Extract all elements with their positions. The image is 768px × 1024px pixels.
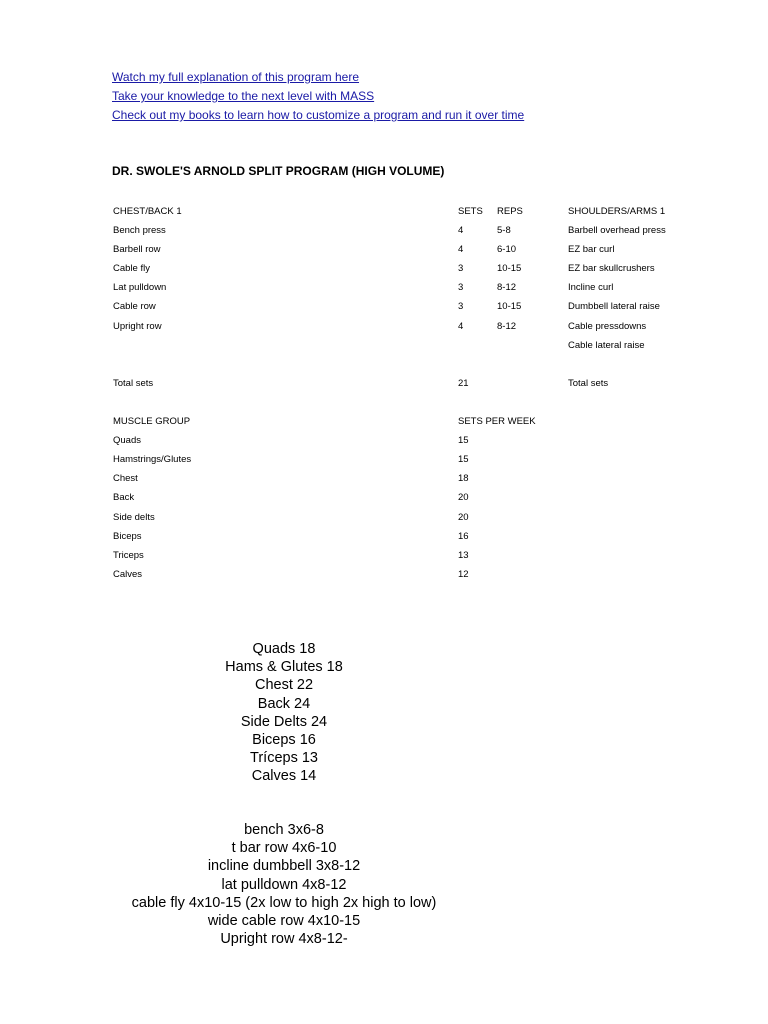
sets-per-week: 16 — [458, 531, 469, 542]
note-line: Side Delts 24 — [240, 713, 328, 730]
volume-header-row — [0, 412, 768, 431]
header-chest-back: CHEST/BACK 1 — [113, 206, 182, 217]
link-list — [112, 68, 524, 125]
table-row — [0, 278, 768, 297]
muscle-group: Calves — [113, 569, 143, 580]
sets-per-week: 18 — [458, 473, 469, 484]
exercise-reps: 6-10 — [497, 244, 517, 255]
exercise-sets: 4 — [458, 225, 464, 236]
volume-row — [0, 565, 768, 584]
table-header-row — [0, 202, 768, 221]
total-sets-label: Total sets — [113, 378, 154, 389]
arms-exercise-name: Dumbbell lateral raise — [568, 301, 660, 312]
muscle-group: Hamstrings/Glutes — [113, 454, 192, 465]
volume-row — [0, 450, 768, 469]
note-line: Upright row 4x8-12- — [220, 931, 348, 948]
sets-per-week: 15 — [458, 454, 469, 465]
arms-exercise-name: Cable pressdowns — [568, 321, 647, 332]
sets-per-week: 12 — [458, 569, 469, 580]
link-mass[interactable]: Take your knowledge to the next level with MASS — [112, 89, 375, 103]
arms-exercise-name: EZ bar curl — [568, 244, 615, 255]
muscle-group: Chest — [113, 473, 138, 484]
note-line: cable fly 4x10-15 (2x low to high 2x high to low) — [131, 894, 437, 911]
exercise-sets: 3 — [458, 301, 464, 312]
note-line: bench 3x6-8 — [244, 822, 324, 838]
note-line: Chest 22 — [254, 677, 314, 694]
page-title: DR. SWOLE'S ARNOLD SPLIT PROGRAM (HIGH VOLUME) — [112, 164, 445, 178]
total-row — [0, 374, 768, 393]
sets-per-week: 15 — [458, 435, 469, 446]
note-line: wide cable row 4x10-15 — [207, 913, 361, 930]
arms-exercise-name: Incline curl — [568, 282, 614, 293]
total-sets-value: 21 — [458, 378, 469, 389]
arms-exercise-name: EZ bar skullcrushers — [568, 263, 655, 274]
table-row — [0, 336, 768, 355]
exercise-name: Lat pulldown — [113, 282, 167, 293]
exercise-name: Cable fly — [113, 263, 150, 274]
volume-row — [0, 488, 768, 507]
note-line: t bar row 4x6-10 — [231, 840, 337, 857]
volume-row — [0, 546, 768, 565]
arms-exercise-name: Cable lateral raise — [568, 340, 645, 351]
link-program-explanation[interactable]: Watch my full explanation of this program here — [112, 70, 360, 84]
note-line: lat pulldown 4x8-12 — [221, 876, 347, 893]
muscle-group: Biceps — [113, 531, 142, 542]
link-books[interactable]: Check out my books to learn how to customize a program and run it over time — [112, 108, 525, 122]
exercise-sets: 4 — [458, 244, 464, 255]
header-reps: REPS — [497, 206, 523, 217]
header-sets-per-week: SETS PER WEEK — [458, 416, 536, 427]
muscle-group: Quads — [113, 435, 141, 446]
volume-row — [0, 527, 768, 546]
exercise-sets: 3 — [458, 282, 464, 293]
table-row — [0, 317, 768, 336]
header-muscle-group: MUSCLE GROUP — [113, 416, 191, 427]
exercise-name: Barbell row — [113, 244, 161, 255]
table-row — [0, 259, 768, 278]
exercise-reps: 5-8 — [497, 225, 511, 236]
note-line: incline dumbbell 3x8-12 — [207, 858, 361, 875]
arms-total-sets-label: Total sets — [568, 378, 609, 389]
volume-row — [0, 431, 768, 450]
exercise-sets: 3 — [458, 263, 464, 274]
exercise-reps: 10-15 — [497, 263, 522, 274]
note-line: Hams & Glutes 18 — [225, 659, 343, 676]
exercise-name: Cable row — [113, 301, 156, 312]
note-line: Biceps 16 — [252, 732, 316, 749]
sets-per-week: 20 — [458, 492, 469, 503]
volume-row — [0, 469, 768, 488]
muscle-group: Triceps — [113, 550, 144, 561]
sets-per-week: 13 — [458, 550, 469, 561]
arms-exercise-name: Barbell overhead press — [568, 225, 666, 236]
notes-workout — [0, 821, 568, 948]
table-row — [0, 240, 768, 259]
exercise-reps: 8-12 — [497, 282, 517, 293]
note-line: Tríceps 13 — [250, 750, 318, 767]
exercise-sets: 4 — [458, 321, 464, 332]
table-row — [0, 297, 768, 316]
notes-volume — [0, 640, 568, 786]
sets-per-week: 20 — [458, 512, 469, 523]
note-line: Quads 18 — [252, 641, 316, 657]
exercise-name: Bench press — [113, 225, 166, 236]
header-shoulders-arms: SHOULDERS/ARMS 1 — [568, 206, 666, 217]
volume-row — [0, 508, 768, 527]
muscle-group: Back — [113, 492, 135, 503]
exercise-name: Upright row — [113, 321, 162, 332]
exercise-reps: 10-15 — [497, 301, 522, 312]
exercise-reps: 8-12 — [497, 321, 517, 332]
note-line: Back 24 — [257, 695, 311, 712]
note-line: Calves 14 — [251, 768, 317, 785]
muscle-group: Side delts — [113, 512, 155, 523]
header-sets: SETS — [458, 206, 483, 217]
table-row — [0, 221, 768, 240]
